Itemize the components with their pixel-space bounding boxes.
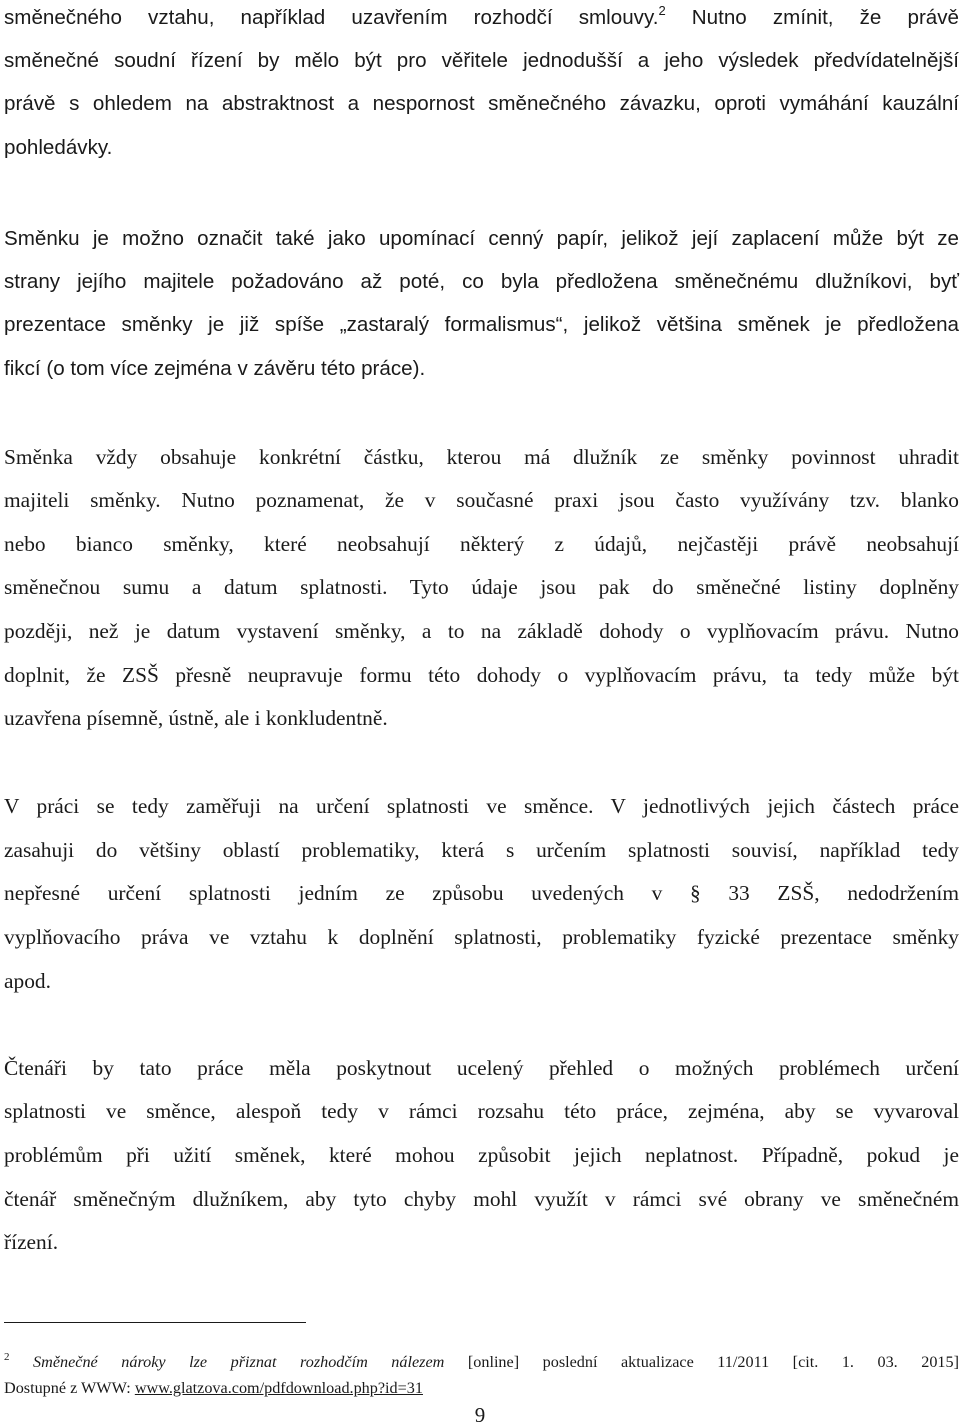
paragraph-3-line-5: později, než je datum vystavení směnky, a to na základě dohody o vyplňovacím právu. Nutno — [4, 619, 959, 643]
paragraph-3-line-7: uzavřena písemně, ústně, ale i konkludentně. — [4, 706, 388, 730]
paragraph-5-line-2: splatnosti ve směnce, alespoň tedy v rámci rozsahu této práce, zejména, aby se vyvaroval — [4, 1099, 959, 1123]
paragraph-2-line-1: Směnku je možno označit také jako upomínací cenný papír, jelikož její zaplacení může být ze — [4, 227, 959, 250]
footnote-line-2: Dostupné z WWW: www.glatzova.com/pdfdownload.php?id=31 — [4, 1379, 423, 1397]
footnote-line-1: $^2$ Směnečné nároky lze přiznat rozhodčím nálezem [online] poslední aktualizace 11/2011 [cit. 1. 03. 2015] — [4, 1351, 960, 1371]
paragraph-1-line-3: právě s ohledem na abstraktnost a nespornost směnečného závazku, oproti vymáhání kauzální — [4, 92, 959, 115]
paragraph-4-line-3: nepřesné určení splatnosti jedním ze způsobu uvedených v § 33 ZSŠ, nedodržením — [4, 881, 959, 905]
paragraph-3-line-6: doplnit, že ZSŠ přesně neupravuje formu této dohody o vyplňovacím právu, ta tedy může být — [4, 663, 959, 687]
paragraph-4-line-4: vyplňovacího práva ve vztahu k doplnění splatnosti, problematiky fyzické prezentace směnky — [4, 925, 959, 949]
paragraph-2-line-3: prezentace směnky je již spíše „zastaralý formalismus“, jelikož většina směnek je předložena — [4, 313, 959, 336]
paragraph-2-line-2: strany jejího majitele požadováno až poté, co byla předložena směnečnému dlužníkovi, byť — [4, 270, 959, 293]
footnote-reference[interactable]: 2 — [658, 3, 666, 18]
paragraph-4-line-1: V práci se tedy zaměřuji na určení splatnosti ve směnce. V jednotlivých jejich částech práce — [4, 794, 959, 818]
paragraph-1-line-1: směnečného vztahu, například uzavřením rozhodčí smlouvy.$^2$ Nutno zmínit, že právě — [4, 3, 959, 29]
footnote-title: Směnečné nároky lze přiznat rozhodčím nálezem — [33, 1353, 445, 1371]
paragraph-3-line-3: nebo bianco směnky, které neobsahují některý z údajů, nejčastěji právě neobsahují — [4, 532, 959, 556]
paragraph-3-line-1: Směnka vždy obsahuje konkrétní částku, kterou má dlužník ze směnky povinnost uhradit — [4, 445, 959, 469]
paragraph-1-line-2: směnečné soudní řízení by mělo být pro věřitele jednodušší a jeho výsledek předvídatelnější — [4, 49, 959, 72]
paragraph-1-line-4: pohledávky. — [4, 136, 113, 159]
paragraph-5-line-4: čtenář směnečným dlužníkem, aby tyto chyby mohl využít v rámci své obrany ve směnečném — [4, 1187, 959, 1211]
paragraph-3-line-4: směnečnou sumu a datum splatnosti. Tyto údaje jsou pak do směnečné listiny doplněny — [4, 575, 959, 599]
paragraph-4-line-2: zasahuji do většiny oblastí problematiky, která s určením splatnosti souvisí, například tedy — [4, 838, 959, 862]
footnote-divider — [4, 1322, 306, 1323]
footnote-link[interactable]: www.glatzova.com/pdfdownload.php?id=31 — [134, 1379, 423, 1397]
paragraph-5-line-1: Čtenáři by tato práce měla poskytnout ucelený přehled o možných problémech určení — [4, 1056, 959, 1080]
paragraph-4-line-5: apod. — [4, 969, 51, 993]
paragraph-2-line-4: fikcí (o tom více zejména v závěru této práce). — [4, 357, 426, 380]
paragraph-5-line-5: řízení. — [4, 1230, 59, 1254]
paragraph-5-line-3: problémům při užití směnek, které mohou způsobit jejich neplatnost. Případně, pokud je — [4, 1143, 959, 1167]
page-number: 9 — [474, 1403, 486, 1427]
footnote-number: 2 — [4, 1351, 10, 1363]
paragraph-3-line-2: majiteli směnky. Nutno poznamenat, že v současné praxi jsou často využívány tzv. blanko — [4, 488, 959, 512]
